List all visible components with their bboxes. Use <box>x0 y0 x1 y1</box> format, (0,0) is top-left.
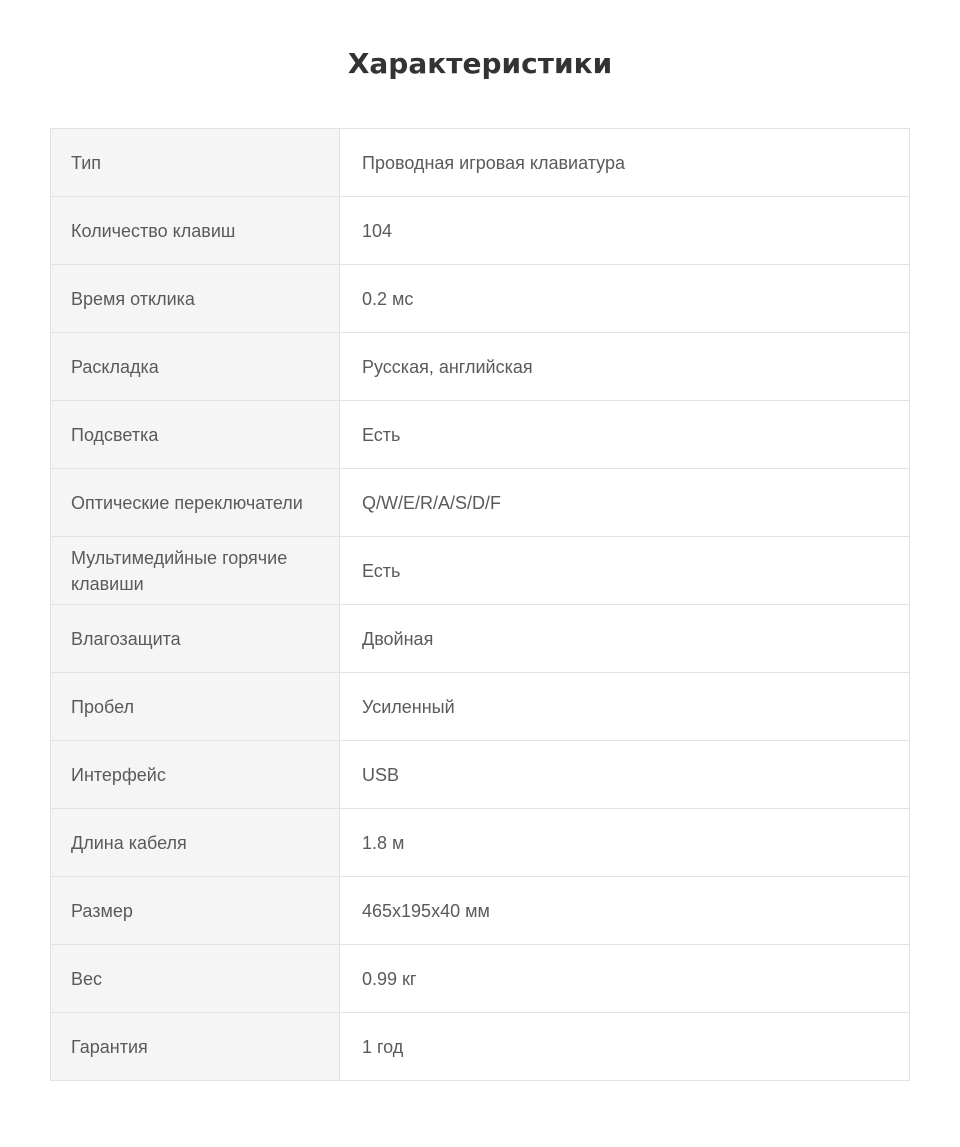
page-title: Характеристики <box>347 47 613 80</box>
table-row <box>51 945 910 1013</box>
spec-table <box>50 128 910 1081</box>
spec-value: 0.99 кг <box>340 945 910 1013</box>
spec-value: Проводная игровая клавиатура <box>340 129 910 197</box>
table-row <box>51 265 910 333</box>
table-row <box>51 197 910 265</box>
table-row <box>51 537 910 605</box>
spec-key: Подсветка <box>51 401 340 469</box>
spec-key: Влагозащита <box>51 605 340 673</box>
spec-value: Есть <box>340 537 910 605</box>
table-row <box>51 741 910 809</box>
spec-value: Q/W/E/R/A/S/D/F <box>340 469 910 537</box>
table-row <box>51 469 910 537</box>
spec-value: Усиленный <box>340 673 910 741</box>
spec-key: Гарантия <box>51 1013 340 1081</box>
table-row <box>51 673 910 741</box>
spec-key: Пробел <box>51 673 340 741</box>
spec-key: Интерфейс <box>51 741 340 809</box>
spec-key: Длина кабеля <box>51 809 340 877</box>
spec-key: Количество клавиш <box>51 197 340 265</box>
spec-key: Оптические переключатели <box>51 469 340 537</box>
spec-value: 0.2 мс <box>340 265 910 333</box>
table-row <box>51 129 910 197</box>
spec-key: Вес <box>51 945 340 1013</box>
spec-key: Время отклика <box>51 265 340 333</box>
spec-key: Мультимедийные горячие клавиши <box>51 537 340 605</box>
spec-key: Размер <box>51 877 340 945</box>
spec-value: USB <box>340 741 910 809</box>
spec-value: Двойная <box>340 605 910 673</box>
table-row <box>51 1013 910 1081</box>
table-row <box>51 877 910 945</box>
spec-value: Русская, английская <box>340 333 910 401</box>
spec-value: 104 <box>340 197 910 265</box>
table-row <box>51 605 910 673</box>
table-row <box>51 809 910 877</box>
spec-value: Есть <box>340 401 910 469</box>
table-row <box>51 333 910 401</box>
spec-key: Тип <box>51 129 340 197</box>
spec-value: 1 год <box>340 1013 910 1081</box>
spec-key: Раскладка <box>51 333 340 401</box>
spec-value: 465x195x40 мм <box>340 877 910 945</box>
spec-value: 1.8 м <box>340 809 910 877</box>
table-row <box>51 401 910 469</box>
